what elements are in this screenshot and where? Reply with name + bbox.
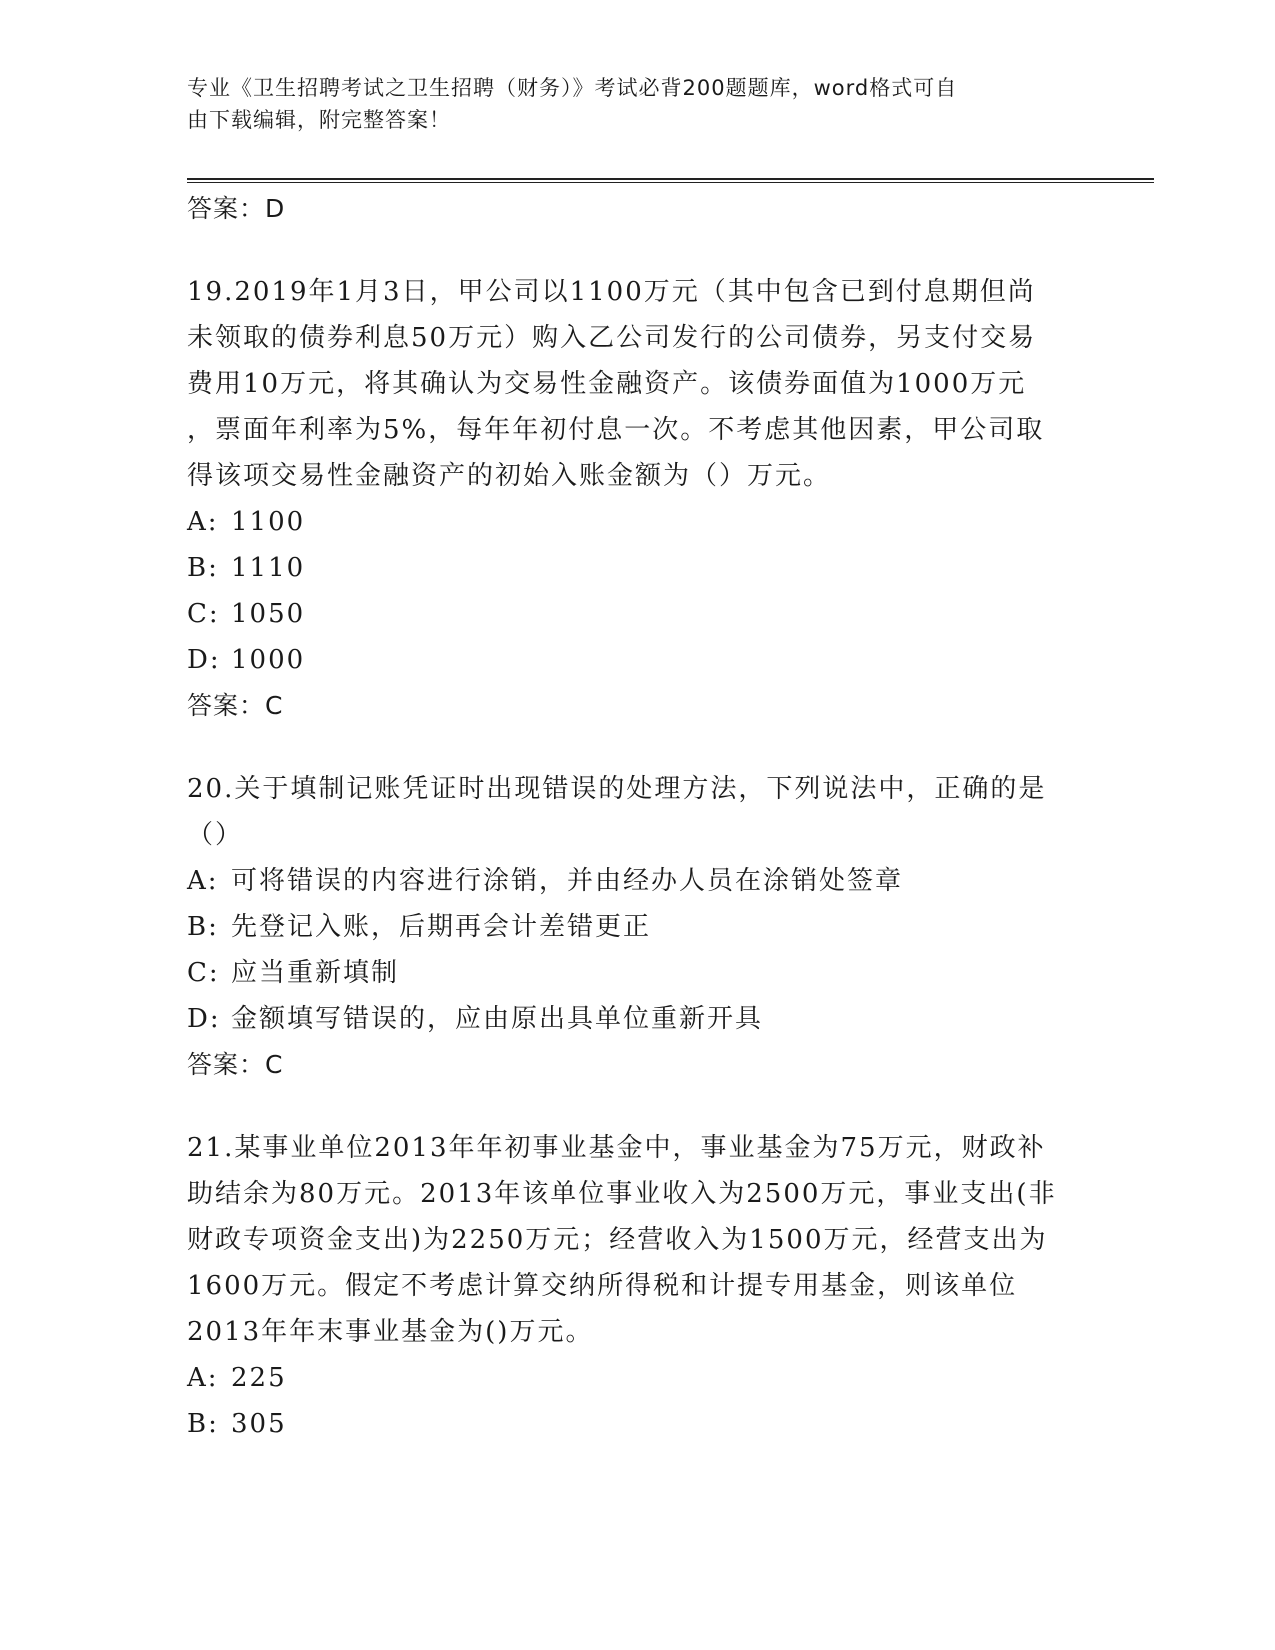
option-letter: A: bbox=[187, 507, 219, 537]
question-text-line: 财政专项资金支出)为2250万元；经营收入为1500万元，经营支出为 bbox=[187, 1225, 1048, 1255]
option-text: 可将错误的内容进行涂销，并由经办人员在涂销处签章 bbox=[231, 866, 904, 896]
page-header bbox=[187, 72, 1067, 136]
option-text: 225 bbox=[231, 1363, 287, 1393]
question-list bbox=[187, 186, 1077, 1447]
option-text: 1050 bbox=[231, 599, 306, 629]
spacer bbox=[187, 232, 1077, 269]
question-text-line: ，票面年利率为5%，每年年初付息一次。不考虑其他因素，甲公司取 bbox=[187, 415, 1045, 445]
option-letter: B: bbox=[187, 553, 219, 583]
option-letter: C: bbox=[187, 958, 220, 988]
option-a bbox=[187, 1355, 1077, 1401]
question-text-line: 得该项交易性金融资产的初始入账金额为（）万元。 bbox=[187, 461, 832, 491]
question-21 bbox=[187, 1125, 1077, 1447]
option-letter: C: bbox=[187, 599, 220, 629]
spacer bbox=[187, 1088, 1077, 1125]
header-line: 由下载编辑，附完整答案！ bbox=[187, 108, 451, 132]
answer-line: 答案：C bbox=[187, 691, 284, 720]
question-text-line: 1600万元。假定不考虑计算交纳所得税和计提专用基金，则该单位 bbox=[187, 1271, 1018, 1301]
option-letter: A: bbox=[187, 866, 219, 896]
option-b bbox=[187, 545, 1077, 591]
question-text-line: 助结余为80万元。2013年该单位事业收入为2500万元，事业支出(非 bbox=[187, 1179, 1057, 1209]
question-19 bbox=[187, 269, 1077, 729]
option-text: 金额填写错误的，应由原出具单位重新开具 bbox=[231, 1004, 764, 1034]
option-letter: B: bbox=[187, 1409, 219, 1439]
option-b bbox=[187, 904, 1077, 950]
option-text: 1110 bbox=[231, 553, 306, 583]
option-letter: D: bbox=[187, 645, 221, 675]
question-text-line: （） bbox=[187, 820, 244, 850]
option-text: 1100 bbox=[231, 507, 306, 537]
header-divider bbox=[187, 178, 1154, 183]
question-text-line: 费用10万元，将其确认为交易性金融资产。该债券面值为1000万元 bbox=[187, 369, 1027, 399]
question-20 bbox=[187, 766, 1077, 1088]
header-line: 专业《卫生招聘考试之卫生招聘（财务）》考试必背200题题库，word格式可自 bbox=[187, 76, 958, 100]
question-text-line: 21.某事业单位2013年年初事业基金中，事业基金为75万元，财政补 bbox=[187, 1133, 1046, 1163]
option-d bbox=[187, 996, 1077, 1042]
option-b bbox=[187, 1401, 1077, 1447]
spacer bbox=[187, 729, 1077, 766]
option-text: 应当重新填制 bbox=[231, 958, 400, 988]
option-text: 1000 bbox=[231, 645, 306, 675]
answer-line: 答案：D bbox=[187, 194, 286, 223]
question-text-line: 19.2019年1月3日，甲公司以1100万元（其中包含已到付息期但尚 bbox=[187, 277, 1036, 307]
option-a bbox=[187, 858, 1077, 904]
option-letter: B: bbox=[187, 912, 219, 942]
option-letter: A: bbox=[187, 1363, 219, 1393]
question-text-line: 2013年年末事业基金为()万元。 bbox=[187, 1317, 594, 1347]
option-d bbox=[187, 637, 1077, 683]
option-c bbox=[187, 591, 1077, 637]
answer-line: 答案：C bbox=[187, 1050, 284, 1079]
option-text: 305 bbox=[231, 1409, 287, 1439]
question-text-line: 20.关于填制记账凭证时出现错误的处理方法，下列说法中，正确的是 bbox=[187, 774, 1047, 804]
question-text-line: 未领取的债券利息50万元）购入乙公司发行的公司债券，另支付交易 bbox=[187, 323, 1037, 353]
option-c bbox=[187, 950, 1077, 996]
option-a bbox=[187, 499, 1077, 545]
option-letter: D: bbox=[187, 1004, 221, 1034]
option-text: 先登记入账，后期再会计差错更正 bbox=[231, 912, 652, 942]
